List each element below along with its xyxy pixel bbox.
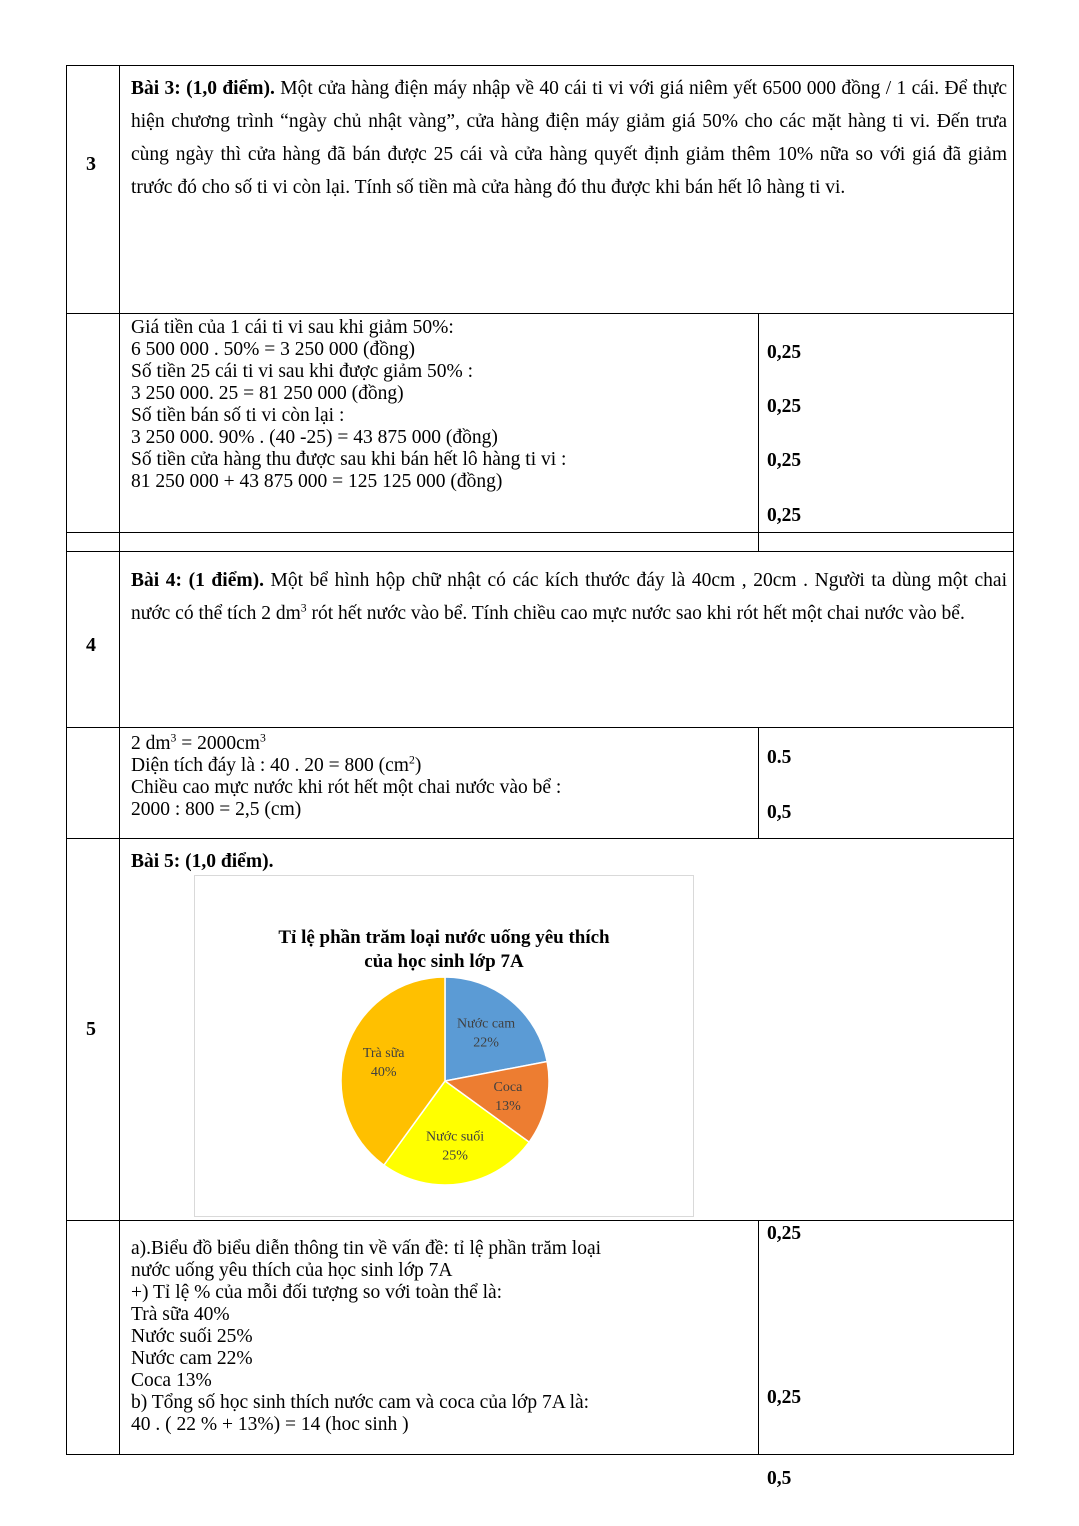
solution-text: = 2000cm — [176, 733, 260, 754]
points-column-divider — [758, 1220, 759, 1455]
row-divider — [66, 551, 1014, 552]
chart-title-line: Tỉ lệ phần trăm loại nước uống yêu thích — [278, 927, 610, 948]
superscript: 2 — [408, 753, 415, 767]
superscript: 3 — [259, 731, 266, 745]
solution-text: Diện tích đáy là : 40 . 20 = 800 (cm — [131, 755, 409, 776]
problem-4-title: Bài 4: (1 điểm). — [131, 570, 264, 591]
score: 0,25 — [767, 1387, 802, 1408]
row-divider — [66, 1220, 1014, 1221]
problem-number: 3 — [86, 153, 96, 175]
slice-label-value: 13% — [495, 1099, 521, 1115]
table-border-right — [1013, 65, 1014, 1455]
slice-label-name: Coca — [493, 1080, 523, 1096]
score: 0,5 — [767, 1468, 792, 1489]
chart-title-line: của học sinh lớp 7A — [364, 951, 524, 972]
pie-chart — [195, 876, 695, 1218]
solution-line: a).Biểu đồ biểu diễn thông tin về vấn đề: tỉ lệ phần trăm loại — [131, 1238, 602, 1259]
table-border-top — [66, 65, 1014, 66]
solution-line — [131, 755, 751, 777]
pie-chart-frame — [194, 875, 694, 1217]
problem-5-title-text: Bài 5: (1,0 điểm). — [131, 851, 274, 872]
solution-line: Nước suối 25% — [131, 1326, 253, 1347]
row-divider — [66, 532, 1014, 533]
table-border-left — [66, 65, 67, 1455]
problem-5-solution — [131, 1238, 751, 1436]
solution-line: +) Tỉ lệ % của mỗi đối tượng so với toàn thể là: — [131, 1282, 503, 1303]
solution-line — [131, 733, 751, 755]
problem-4-solution — [131, 733, 751, 821]
solution-line: Số tiền 25 cái ti vi sau khi được giảm 50% : — [131, 361, 474, 382]
score: 0,25 — [767, 342, 802, 363]
score: 0,25 — [767, 505, 802, 526]
slice-label-value: 25% — [442, 1148, 468, 1164]
problem-3-statement — [131, 72, 1007, 204]
solution-line: nước uống yêu thích của học sinh lớp 7A — [131, 1260, 453, 1281]
problem-4-text: rót hết nước vào bể. Tính chiều cao mực nước sao khi rót hết một chai nước vào bể. — [306, 603, 965, 624]
column-divider — [119, 65, 120, 1455]
slice-label-name: Nước suối — [426, 1129, 485, 1145]
row-divider — [66, 313, 1014, 314]
solution-line: 2000 : 800 = 2,5 (cm) — [131, 799, 302, 820]
solution-line: Nước cam 22% — [131, 1348, 253, 1369]
score: 0,25 — [767, 396, 802, 417]
problem-3-title: Bài 3: (1,0 điểm). — [131, 78, 275, 99]
solution-line: 81 250 000 + 43 875 000 = 125 125 000 (đồng) — [131, 471, 503, 492]
solution-line: Trà sữa 40% — [131, 1304, 230, 1325]
problem-number: 5 — [86, 1018, 96, 1040]
solution-line: Chiều cao mực nước khi rót hết một chai nước vào bể : — [131, 777, 562, 798]
solution-line: 6 500 000 . 50% = 3 250 000 (đồng) — [131, 339, 415, 360]
solution-line: Giá tiền của 1 cái ti vi sau khi giảm 50%: — [131, 317, 454, 338]
problem-4-statement — [131, 564, 1007, 630]
problem-3-text: Một cửa hàng điện máy nhập về 40 cái ti vi với giá niêm yết 6500 000 đồng / 1 cái. Để thực hiện chương trình “ngày chủ nhật vàng”, cửa hàng điện máy giảm giá 50% cho các mặt hàng ti vi. Đến trưa cùng ngày thì cửa hàng đã bán được 25 cái và cửa hàng quyết định giảm thêm 10% nữa so với giá đã giảm trước đó cho số ti vi còn lại. Tính số tiền mà cửa hàng đó thu được khi bán hết lô hàng ti vi. — [131, 78, 1007, 198]
slice-label-value: 22% — [473, 1035, 499, 1051]
superscript: 3 — [300, 601, 307, 615]
points-column-divider — [758, 313, 759, 552]
solution-text: 2 dm — [131, 733, 171, 754]
points-column-divider — [758, 727, 759, 838]
solution-line: Số tiền bán số ti vi còn lại : — [131, 405, 345, 426]
slice-label-value: 40% — [370, 1065, 397, 1081]
score: 0,25 — [767, 1223, 802, 1244]
solution-line: b) Tổng số học sinh thích nước cam và coca của lớp 7A là: — [131, 1392, 590, 1413]
row-divider — [66, 727, 1014, 728]
slice-label-name: Trà sữa — [362, 1046, 405, 1062]
problem-4-text: Một bể hình hộp chữ nhật có các kích thước đáy là 40cm , 20cm . Người ta dùng một chai nước có thể tích 2 dm — [131, 570, 1007, 624]
problem-5-title — [131, 845, 273, 878]
score: 0,5 — [767, 802, 792, 823]
solution-line: Số tiền cửa hàng thu được sau khi bán hết lô hàng ti vi : — [131, 449, 567, 470]
table-border-bottom — [66, 1454, 1014, 1455]
row-divider — [66, 838, 1014, 839]
problem-number: 4 — [86, 634, 96, 656]
solution-line: Coca 13% — [131, 1370, 212, 1391]
problem-3-solution — [131, 317, 751, 493]
superscript: 3 — [170, 731, 177, 745]
solution-text: ) — [414, 755, 422, 776]
solution-line: 40 . ( 22 % + 13%) = 14 (hoc sinh ) — [131, 1414, 409, 1435]
slice-label-name: Nước cam — [457, 1016, 516, 1032]
score: 0,25 — [767, 450, 802, 471]
score: 0.5 — [767, 747, 792, 768]
solution-line: 3 250 000. 25 = 81 250 000 (đồng) — [131, 383, 404, 404]
solution-line: 3 250 000. 90% . (40 -25) = 43 875 000 (đồng) — [131, 427, 498, 448]
